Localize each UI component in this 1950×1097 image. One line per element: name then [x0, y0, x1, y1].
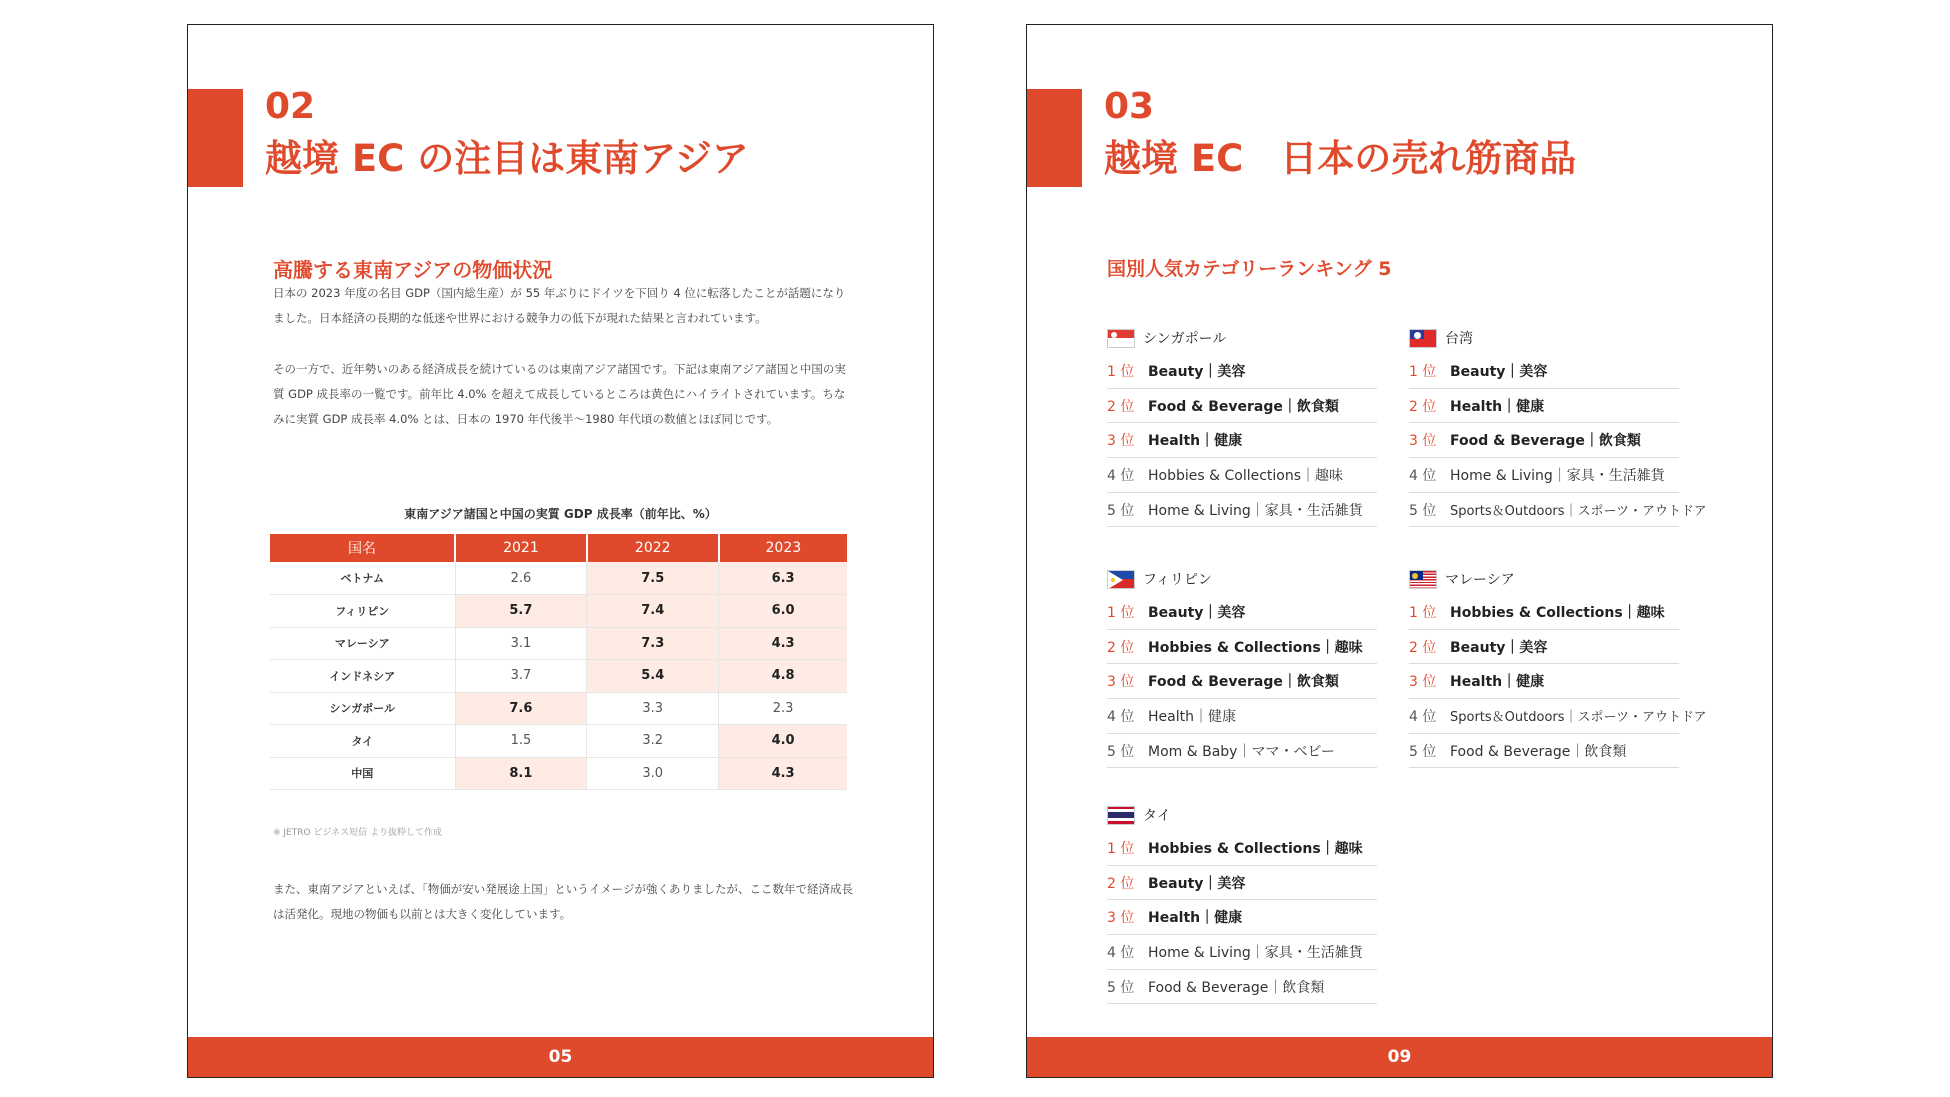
rank-row [1107, 354, 1377, 389]
value-cell: 7.3 [587, 627, 719, 660]
rank-item: Home & Living｜家具・生活雑貨 [1450, 467, 1665, 484]
paragraph-3: また、東南アジアといえば、「物価が安い発展途上国」というイメージが強くありましたが、ここ数年で経済成長は活発化。現地の物価も以前とは大きく変化しています。 [273, 882, 853, 921]
rank-row [1409, 493, 1707, 528]
rank-row [1107, 831, 1377, 866]
table-row [270, 627, 847, 660]
rank-row [1409, 734, 1679, 769]
rank-number: 5 位 [1409, 502, 1437, 519]
country-cell: 中国 [270, 757, 455, 790]
rank-item: Health｜健康 [1148, 433, 1243, 450]
rank-number: 5 位 [1409, 743, 1437, 760]
rank-number: 4 位 [1107, 467, 1135, 484]
rank-number: 2 位 [1107, 875, 1135, 892]
value-cell: 7.6 [455, 692, 587, 725]
rank-item: Health｜健康 [1450, 674, 1545, 691]
value-cell: 1.5 [455, 725, 587, 758]
value-cell: 4.3 [719, 627, 847, 660]
rank-item: Food & Beverage｜飲食類 [1148, 398, 1339, 415]
table-row [270, 595, 847, 628]
rank-row [1409, 458, 1679, 493]
rank-item: Hobbies & Collections｜趣味 [1148, 467, 1344, 484]
rank-number: 4 位 [1409, 467, 1437, 484]
rank-item: Sports＆Outdoors｜スポーツ・アウトドア [1450, 710, 1707, 726]
rank-number: 5 位 [1107, 979, 1135, 996]
rank-row [1409, 389, 1679, 424]
rank-number: 2 位 [1107, 398, 1135, 415]
value-cell: 3.0 [587, 757, 719, 790]
rank-item: Food & Beverage｜飲食類 [1148, 979, 1325, 996]
rank-item: Beauty｜美容 [1148, 875, 1246, 892]
rank-number: 1 位 [1409, 604, 1437, 621]
value-cell: 6.3 [719, 562, 847, 595]
section-accent-bar [1027, 89, 1082, 187]
rank-number: 3 位 [1107, 910, 1135, 927]
rank-item: Beauty｜美容 [1148, 604, 1246, 621]
rank-row [1107, 595, 1377, 630]
country-cell: インドネシア [270, 660, 455, 693]
rank-row [1409, 699, 1707, 734]
rank-item: Home & Living｜家具・生活雑貨 [1148, 502, 1363, 519]
table-row [270, 692, 847, 725]
page-footer [1027, 1037, 1772, 1077]
rank-row [1107, 866, 1377, 901]
rank-item: Sports＆Outdoors｜スポーツ・アウトドア [1450, 504, 1707, 520]
value-cell: 6.0 [719, 595, 847, 628]
rank-row [1409, 354, 1679, 389]
rank-row [1107, 900, 1377, 935]
rank-number: 2 位 [1409, 398, 1437, 415]
ranking-heading: 国別人気カテゴリーランキング 5 [1107, 258, 1392, 280]
value-cell: 8.1 [455, 757, 587, 790]
section-number: 02 [265, 86, 316, 127]
page-05 [187, 24, 934, 1078]
block-header [1107, 799, 1377, 831]
value-cell: 5.7 [455, 595, 587, 628]
rank-row [1107, 970, 1377, 1005]
country-name: フィリピン [1143, 572, 1212, 588]
rank-number: 2 位 [1107, 639, 1135, 656]
country-cell: ベトナム [270, 562, 455, 595]
country-name: マレーシア [1445, 572, 1515, 588]
section-title: 越境 EC の注目は東南アジア [265, 137, 749, 180]
rank-item: Home & Living｜家具・生活雑貨 [1148, 944, 1363, 961]
sub-heading: 高騰する東南アジアの物価状況 [273, 258, 553, 282]
paragraph-1: 日本の 2023 年度の名目 GDP（国内総生産）が 55 年ぶりにドイツを下回り 4 位に転落したことが話題になりました。日本経済の長期的な低迷や世界における競争力の低下が現れた結果と言われています。 [273, 286, 846, 325]
rank-row [1107, 664, 1377, 699]
country-cell: マレーシア [270, 627, 455, 660]
value-cell: 3.3 [587, 692, 719, 725]
rank-number: 5 位 [1107, 743, 1135, 760]
rank-number: 4 位 [1107, 944, 1135, 961]
rank-row [1107, 458, 1377, 493]
page-number: 09 [1387, 1047, 1412, 1067]
block-header [1107, 563, 1377, 595]
philippines-flag-icon [1107, 570, 1135, 589]
value-cell: 3.7 [455, 660, 587, 693]
ranking-block-taiwan [1409, 322, 1707, 527]
rank-row [1409, 423, 1679, 458]
rank-number: 1 位 [1107, 363, 1135, 380]
value-cell: 7.4 [587, 595, 719, 628]
page-number: 05 [548, 1047, 573, 1067]
rank-row [1107, 935, 1377, 970]
rank-number: 5 位 [1107, 502, 1135, 519]
rank-row [1107, 630, 1377, 665]
rank-item: Food & Beverage｜飲食類 [1450, 433, 1641, 450]
rank-number: 4 位 [1409, 708, 1437, 725]
rank-number: 1 位 [1409, 363, 1437, 380]
rank-item: Beauty｜美容 [1148, 363, 1246, 380]
table-row [270, 660, 847, 693]
ranking-block-philippines [1107, 563, 1377, 768]
rank-item: Beauty｜美容 [1450, 639, 1548, 656]
rank-row [1107, 493, 1377, 528]
country-cell: シンガポール [270, 692, 455, 725]
section-number: 03 [1104, 86, 1155, 127]
ranking-block-singapore [1107, 322, 1377, 527]
singapore-flag-icon [1107, 329, 1135, 348]
table-title: 東南アジア諸国と中国の実質 GDP 成長率（前年比、%） [404, 507, 717, 521]
section-accent-bar [188, 89, 243, 187]
source-note: ※ JETRO ビジネス短信 より抜粋して作成 [273, 828, 443, 838]
rank-item: Beauty｜美容 [1450, 363, 1548, 380]
rank-item: Health｜健康 [1450, 398, 1545, 415]
page-09 [1026, 24, 1773, 1078]
header-2023: 2023 [719, 534, 847, 562]
value-cell: 5.4 [587, 660, 719, 693]
country-cell: フィリピン [270, 595, 455, 628]
value-cell: 7.5 [587, 562, 719, 595]
rank-row [1107, 734, 1377, 769]
section-title: 越境 EC 日本の売れ筋商品 [1104, 137, 1577, 180]
header-2021: 2021 [455, 534, 587, 562]
block-header [1107, 322, 1377, 354]
gdp-table [270, 534, 847, 790]
rank-row [1107, 699, 1377, 734]
rank-item: Hobbies & Collections｜趣味 [1148, 639, 1363, 656]
rank-item: Health｜健康 [1148, 910, 1243, 927]
table-row [270, 562, 847, 595]
rank-item: Mom & Baby｜ママ・ベビー [1148, 743, 1335, 760]
value-cell: 4.8 [719, 660, 847, 693]
page-footer [188, 1037, 933, 1077]
malaysia-flag-icon [1409, 570, 1437, 589]
table-row [270, 725, 847, 758]
rank-row [1107, 423, 1377, 458]
rank-item: Food & Beverage｜飲食類 [1450, 743, 1627, 760]
header-country: 国名 [270, 534, 455, 562]
rank-number: 2 位 [1409, 639, 1437, 656]
block-header [1409, 563, 1679, 595]
taiwan-flag-icon [1409, 329, 1437, 348]
thailand-flag-icon [1107, 806, 1135, 825]
rank-number: 1 位 [1107, 840, 1135, 857]
rank-number: 4 位 [1107, 708, 1135, 725]
header-2022: 2022 [587, 534, 719, 562]
value-cell: 4.3 [719, 757, 847, 790]
country-name: タイ [1143, 808, 1171, 824]
rank-item: Food & Beverage｜飲食類 [1148, 674, 1339, 691]
rank-number: 3 位 [1107, 674, 1135, 691]
rank-item: Health｜健康 [1148, 708, 1236, 725]
value-cell: 4.0 [719, 725, 847, 758]
rank-number: 3 位 [1107, 433, 1135, 450]
value-cell: 2.3 [719, 692, 847, 725]
ranking-block-thailand [1107, 799, 1377, 1004]
rank-row [1409, 595, 1679, 630]
value-cell: 2.6 [455, 562, 587, 595]
rank-number: 1 位 [1107, 604, 1135, 621]
country-cell: タイ [270, 725, 455, 758]
value-cell: 3.1 [455, 627, 587, 660]
paragraph-2: その一方で、近年勢いのある経済成長を続けているのは東南アジア諸国です。下記は東南アジア諸国と中国の実質 GDP 成長率の一覧です。前年比 4.0% を超えて成長しているところは黄色にハイライトされています。ちなみに実質 GDP 成長率 4.0% とは、日本の 1970 年代後半〜1980 年代頃の数値とほぼ同じです。 [273, 362, 846, 426]
country-name: 台湾 [1445, 331, 1473, 347]
block-header [1409, 322, 1679, 354]
rank-number: 3 位 [1409, 674, 1437, 691]
rank-item: Hobbies & Collections｜趣味 [1450, 604, 1665, 621]
rank-row [1409, 630, 1679, 665]
table-row [270, 757, 847, 790]
table-header-row [270, 534, 847, 562]
country-name: シンガポール [1143, 331, 1227, 347]
ranking-block-malaysia [1409, 563, 1707, 768]
rank-row [1107, 389, 1377, 424]
rank-row [1409, 664, 1679, 699]
rank-item: Hobbies & Collections｜趣味 [1148, 840, 1363, 857]
rank-number: 3 位 [1409, 433, 1437, 450]
value-cell: 3.2 [587, 725, 719, 758]
